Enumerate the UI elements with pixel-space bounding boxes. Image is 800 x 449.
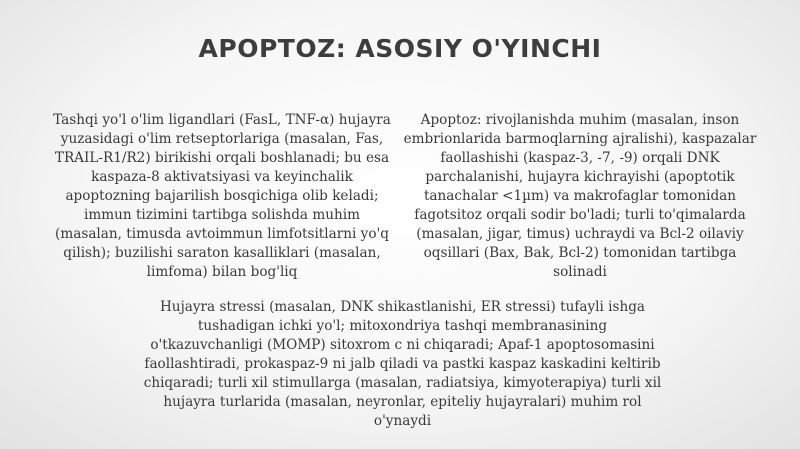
intrinsic-pathway-paragraph: Hujayra stressi (masalan, DNK shikastlanishi, ER stressi) tufayli ishga tushadigan ichki yo'l; mitoxondriya tashqi membranasining o'tkazuvchanligi (MOMP) sitoxrom c ni chiqaradi; Apaf-1 apoptosomasini faollashtiradi, prokaspaz-9 ni jalb qiladi va pastki kaspaz kaskadini keltirib chiqaradi; turli xil stimullarga (masalan, radiatsiya, kimyoterapiya) turli xil hujayra turlarida (masalan, neyronlar, epiteliy hujayralari) muhim rol o'ynaydi	[143, 299, 662, 429]
apoptosis-overview-paragraph: Apoptoz: rivojlanishda muhim (masalan, inson embrionlarida barmoqlarning ajralishi), kaspazalar faollashishi (kaspaz-3, -7, -9) orqali DNK parchalanishi, hujayra kichrayishi (apoptotik tanachalar <1µm) va makrofaglar tomonidan fagotsitoz orqali sodir bo'ladi; turli to'qimalarda (masalan, jigar, timus) uchraydi va Bcl-2 oilaviy oqsillari (Bax, Bak, Bcl-2) tomonidan tartibga solinadi	[403, 112, 757, 280]
extrinsic-pathway-paragraph: Tashqi yo'l o'lim ligandlari (FasL, TNF-α) hujayra yuzasidagi o'lim retseptorlariga (masalan, Fas, TRAIL-R1/R2) birikishi orqali boshlanadi; bu esa kaspaza-8 aktivatsiyasi va keyinchalik apoptozning bajarilish bosqichiga olib keladi; immun tizimini tartibga solishda muhim (masalan, timusda avtoimmun limfotsitlarni yo'q qilish); buzilishi saraton kasalliklari (masalan, limfoma) bilan bog'liq	[53, 112, 391, 280]
slide-title: APOPTOZ: ASOSIY O'YINCHI	[198, 34, 602, 63]
